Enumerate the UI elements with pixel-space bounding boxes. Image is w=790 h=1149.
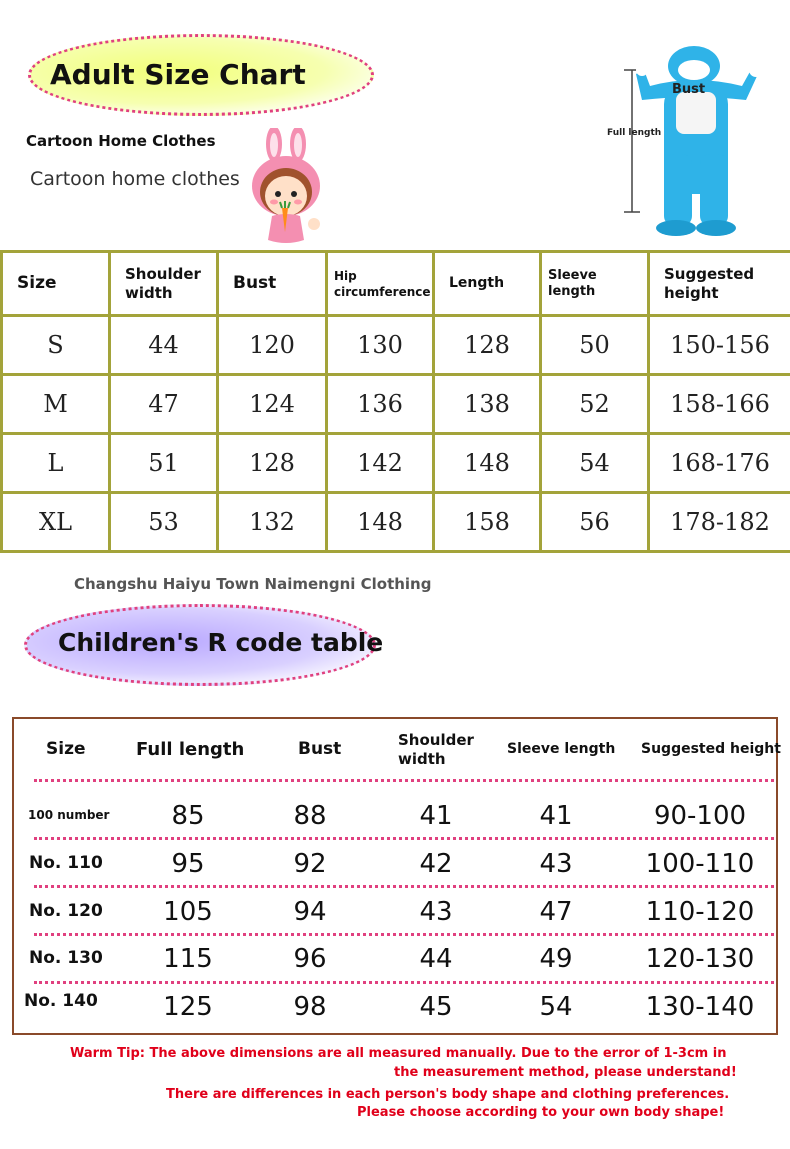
cell-height: 100-110 — [645, 849, 755, 879]
cell-bust: 96 — [293, 944, 327, 974]
adult-header-row — [2, 252, 790, 316]
cell-size: L — [2, 434, 110, 493]
table-row — [2, 375, 790, 434]
cell-bust: 88 — [293, 801, 327, 831]
table-row — [2, 493, 790, 552]
child-row-size: No. 110 — [29, 853, 103, 873]
cell-hip: 142 — [327, 434, 434, 493]
bunny-girl-illustration — [244, 128, 328, 246]
cell-sleeve: 56 — [541, 493, 649, 552]
cell-shoulder: 45 — [419, 992, 453, 1022]
dotted-divider — [34, 837, 774, 840]
dotted-divider — [34, 779, 774, 782]
cell-hip: 148 — [327, 493, 434, 552]
child-header-full-length: Full length — [136, 739, 245, 760]
cell-sleeve: 52 — [541, 375, 649, 434]
cell-length: 148 — [434, 434, 541, 493]
header-size: Size — [2, 252, 110, 316]
factory-name: Changshu Haiyu Town Naimengni Clothing — [74, 575, 432, 593]
cartoon-home-clothes-heading: Cartoon Home Clothes — [26, 132, 216, 150]
cell-height: 130-140 — [645, 992, 755, 1022]
cell-bust: 128 — [218, 434, 327, 493]
warm-tip-line-1: Warm Tip: The above dimensions are all measured manually. Due to the error of 1-3cm in — [70, 1046, 727, 1061]
cell-length: 158 — [434, 493, 541, 552]
dotted-divider — [34, 885, 774, 888]
child-row-size: No. 130 — [29, 948, 103, 968]
cell-height: 120-130 — [645, 944, 755, 974]
header-hip-circumference: Hip circumference — [327, 252, 434, 316]
cell-sleeve: 47 — [539, 897, 573, 927]
cell-full-length: 85 — [171, 801, 205, 831]
cell-length: 128 — [434, 316, 541, 375]
header-bust: Bust — [218, 252, 327, 316]
cell-hip: 136 — [327, 375, 434, 434]
cell-bust: 132 — [218, 493, 327, 552]
cell-hip: 130 — [327, 316, 434, 375]
cell-sleeve: 49 — [539, 944, 573, 974]
child-row-size: No. 140 — [24, 991, 98, 1011]
header-length: Length — [434, 252, 541, 316]
cell-height: 150-156 — [649, 316, 790, 375]
cell-size: XL — [2, 493, 110, 552]
cell-height: 110-120 — [645, 897, 755, 927]
cell-full-length: 105 — [163, 897, 213, 927]
child-header-size: Size — [46, 739, 86, 759]
cell-full-length: 125 — [163, 992, 213, 1022]
child-row-size: 100 number — [28, 808, 110, 822]
cell-sleeve: 54 — [539, 992, 573, 1022]
cell-bust: 98 — [293, 992, 327, 1022]
cell-sleeve: 43 — [539, 849, 573, 879]
warm-tip-line-3: There are differences in each person's body shape and clothing preferences. — [166, 1087, 730, 1102]
child-header-sleeve-length: Sleeve length — [507, 741, 616, 757]
dotted-divider — [34, 933, 774, 936]
cell-bust: 94 — [293, 897, 327, 927]
cartoon-home-clothes-subtitle: Cartoon home clothes — [30, 168, 240, 190]
cell-shoulder: 44 — [419, 944, 453, 974]
cell-bust: 92 — [293, 849, 327, 879]
child-header-bust: Bust — [298, 739, 342, 759]
cell-shoulder: 43 — [419, 897, 453, 927]
children-size-table — [12, 717, 781, 1035]
cell-height: 90-100 — [653, 801, 747, 831]
cell-height: 178-182 — [649, 493, 790, 552]
cell-full-length: 95 — [171, 849, 205, 879]
cell-shoulder: 41 — [419, 801, 453, 831]
cell-height: 158-166 — [649, 375, 790, 434]
adult-size-table — [0, 250, 790, 553]
adult-size-chart-title: Adult Size Chart — [50, 58, 306, 91]
warm-tip-line-2: the measurement method, please understand! — [394, 1065, 737, 1080]
cell-sleeve: 41 — [539, 801, 573, 831]
cell-shoulder: 44 — [110, 316, 218, 375]
cell-bust: 120 — [218, 316, 327, 375]
child-header-shoulder-width: Shoulder width — [398, 731, 474, 768]
child-header-suggested-height: Suggested height — [641, 741, 781, 757]
warm-tip-line-4: Please choose according to your own body shape! — [357, 1105, 725, 1120]
costume-figure-illustration — [606, 44, 784, 240]
table-row — [2, 434, 790, 493]
children-size-chart-title: Children's R code table — [58, 628, 384, 657]
bust-label: Bust — [672, 82, 706, 97]
cell-full-length: 115 — [163, 944, 213, 974]
child-row-size: No. 120 — [29, 901, 103, 921]
header-sleeve-length: Sleeve length — [541, 252, 649, 316]
cell-size: M — [2, 375, 110, 434]
header-shoulder-width: Shoulder width — [110, 252, 218, 316]
cell-shoulder: 42 — [419, 849, 453, 879]
full-length-label: Full length — [607, 128, 662, 138]
cell-sleeve: 50 — [541, 316, 649, 375]
cell-height: 168-176 — [649, 434, 790, 493]
dotted-divider — [34, 981, 774, 984]
table-row — [2, 316, 790, 375]
cell-sleeve: 54 — [541, 434, 649, 493]
cell-shoulder: 47 — [110, 375, 218, 434]
cell-shoulder: 51 — [110, 434, 218, 493]
cell-size: S — [2, 316, 110, 375]
header-suggested-height: Suggested height — [649, 252, 790, 316]
cell-bust: 124 — [218, 375, 327, 434]
cell-length: 138 — [434, 375, 541, 434]
cell-shoulder: 53 — [110, 493, 218, 552]
